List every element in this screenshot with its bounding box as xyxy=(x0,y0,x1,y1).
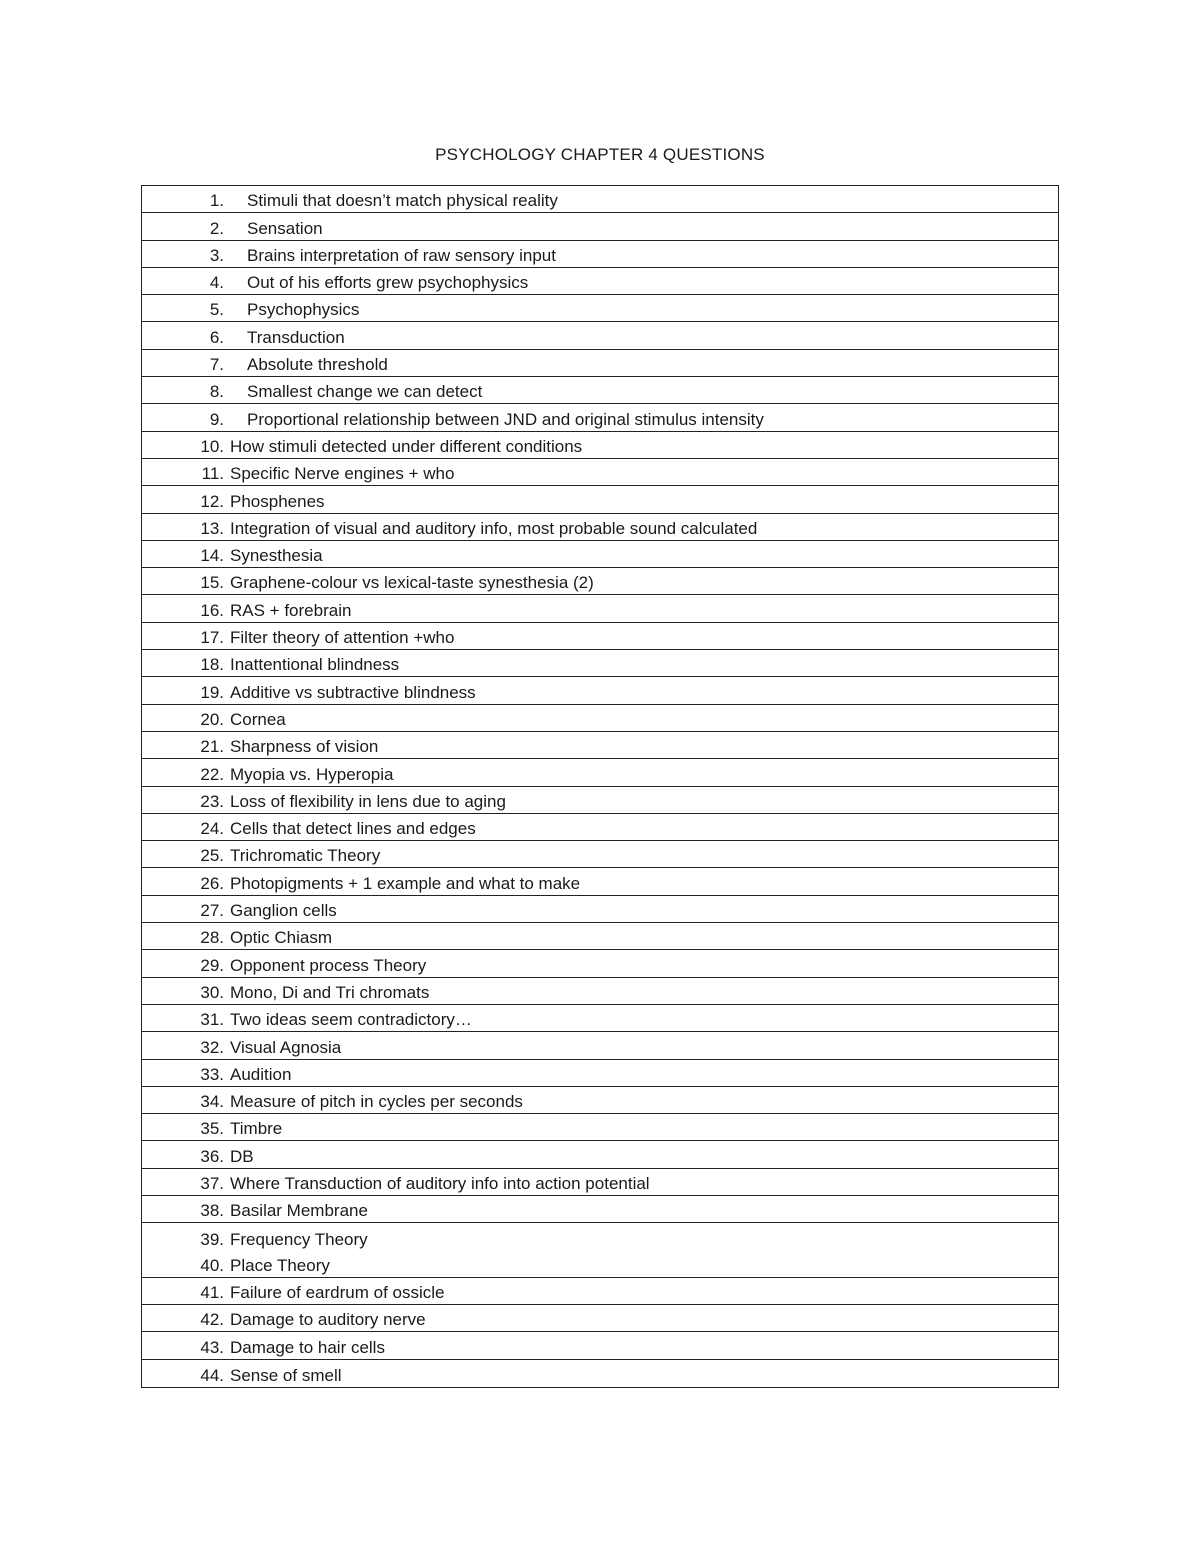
question-text: Synesthesia xyxy=(230,546,323,566)
question-number: 22. xyxy=(200,764,224,784)
question-row xyxy=(142,1005,1058,1032)
question-row xyxy=(142,541,1058,568)
question-text: Cells that detect lines and edges xyxy=(230,819,476,839)
question-text: Absolute threshold xyxy=(247,355,388,375)
question-number: 5. xyxy=(209,300,224,320)
question-row xyxy=(142,705,1058,732)
question-text: Trichromatic Theory xyxy=(230,846,381,866)
question-text: Transduction xyxy=(247,327,345,347)
question-row xyxy=(142,1278,1058,1305)
question-number: 31. xyxy=(200,1010,224,1030)
question-number: 26. xyxy=(200,873,224,893)
question-number: 20. xyxy=(200,709,224,729)
question-row xyxy=(142,1305,1058,1332)
question-text: Audition xyxy=(230,1064,292,1084)
question-text: Damage to auditory nerve xyxy=(230,1310,426,1330)
question-row xyxy=(142,923,1058,950)
question-number: 21. xyxy=(200,737,224,757)
question-number: 36. xyxy=(200,1146,224,1166)
question-text: Mono, Di and Tri chromats xyxy=(230,982,430,1002)
question-row xyxy=(142,1360,1058,1387)
question-number: 8. xyxy=(209,382,224,402)
question-row xyxy=(142,759,1058,786)
question-row xyxy=(142,841,1058,868)
question-row xyxy=(142,868,1058,895)
question-number: 42. xyxy=(200,1310,224,1330)
question-row xyxy=(142,623,1058,650)
question-text: Two ideas seem contradictory… xyxy=(230,1010,472,1030)
question-text: Psychophysics xyxy=(247,300,360,320)
question-text: Stimuli that doesn’t match physical reality xyxy=(247,191,558,211)
question-number: 3. xyxy=(209,245,224,265)
question-text: Filter theory of attention +who xyxy=(230,628,455,648)
question-number: 25. xyxy=(200,846,224,866)
question-text: Where Transduction of auditory info into action potential xyxy=(230,1173,650,1193)
question-text: Cornea xyxy=(230,709,286,729)
question-text: Failure of eardrum of ossicle xyxy=(230,1283,445,1303)
question-text: How stimuli detected under different conditions xyxy=(230,436,583,456)
question-number: 44. xyxy=(200,1366,224,1386)
question-row xyxy=(142,1114,1058,1141)
question-text: Additive vs subtractive blindness xyxy=(230,682,476,702)
question-row xyxy=(142,295,1058,322)
question-text: Photopigments + 1 example and what to make xyxy=(230,873,581,893)
question-number: 30. xyxy=(200,982,224,1002)
question-text: Brains interpretation of raw sensory input xyxy=(247,245,556,265)
question-row xyxy=(142,568,1058,595)
question-row xyxy=(142,213,1058,240)
question-row xyxy=(142,486,1058,513)
question-number: 23. xyxy=(200,791,224,811)
question-number: 27. xyxy=(200,901,224,921)
question-row xyxy=(142,814,1058,841)
question-text: DB xyxy=(230,1146,254,1166)
question-row xyxy=(142,268,1058,295)
question-number: 17. xyxy=(200,628,224,648)
question-number: 29. xyxy=(200,955,224,975)
question-row xyxy=(142,787,1058,814)
question-number: 16. xyxy=(200,600,224,620)
question-text: Out of his efforts grew psychophysics xyxy=(247,273,529,293)
question-text: Basilar Membrane xyxy=(230,1201,368,1221)
question-number: 35. xyxy=(200,1119,224,1139)
question-number: 6. xyxy=(209,327,224,347)
question-number: 13. xyxy=(200,518,224,538)
question-number: 7. xyxy=(209,355,224,375)
question-row xyxy=(142,1223,1058,1250)
question-text: Specific Nerve engines + who xyxy=(230,464,455,484)
question-row xyxy=(142,1060,1058,1087)
question-text: Timbre xyxy=(230,1119,283,1139)
question-row xyxy=(142,459,1058,486)
question-row xyxy=(142,896,1058,923)
question-text: Graphene-colour vs lexical-taste synesthesia (2) xyxy=(230,573,594,593)
question-text: Inattentional blindness xyxy=(230,655,400,675)
question-number: 40. xyxy=(200,1255,224,1275)
question-text: Visual Agnosia xyxy=(230,1037,342,1057)
question-row xyxy=(142,186,1058,213)
question-number: 43. xyxy=(200,1337,224,1357)
question-text: Ganglion cells xyxy=(230,901,337,921)
question-row xyxy=(142,241,1058,268)
question-number: 28. xyxy=(200,928,224,948)
question-number: 12. xyxy=(200,491,224,511)
question-number: 9. xyxy=(209,409,224,429)
question-number: 37. xyxy=(200,1173,224,1193)
question-row xyxy=(142,978,1058,1005)
question-row xyxy=(142,1032,1058,1059)
question-row xyxy=(142,595,1058,622)
question-row xyxy=(142,377,1058,404)
questions-table xyxy=(141,185,1059,1388)
question-text: Place Theory xyxy=(230,1255,330,1275)
question-text: Frequency Theory xyxy=(230,1229,368,1249)
question-number: 14. xyxy=(200,546,224,566)
question-row xyxy=(142,432,1058,459)
question-number: 24. xyxy=(200,819,224,839)
page-title: PSYCHOLOGY CHAPTER 4 QUESTIONS xyxy=(435,145,765,164)
question-text: RAS + forebrain xyxy=(230,600,352,620)
question-text: Sense of smell xyxy=(230,1366,342,1386)
question-row xyxy=(142,950,1058,977)
question-row xyxy=(142,1169,1058,1196)
question-text: Proportional relationship between JND and original stimulus intensity xyxy=(247,409,764,429)
question-number: 2. xyxy=(209,218,224,238)
question-number: 10. xyxy=(200,436,224,456)
question-row xyxy=(142,1332,1058,1359)
question-row xyxy=(142,1141,1058,1168)
question-row xyxy=(142,350,1058,377)
question-row xyxy=(142,322,1058,349)
question-row xyxy=(142,1251,1058,1278)
question-text: Smallest change we can detect xyxy=(247,382,483,402)
question-number: 19. xyxy=(200,682,224,702)
question-text: Myopia vs. Hyperopia xyxy=(230,764,394,784)
question-text: Optic Chiasm xyxy=(230,928,333,948)
question-text: Opponent process Theory xyxy=(230,955,427,975)
question-number: 39. xyxy=(200,1229,224,1249)
question-text: Phosphenes xyxy=(230,491,325,511)
question-number: 32. xyxy=(200,1037,224,1057)
question-row xyxy=(142,1196,1058,1223)
question-row xyxy=(142,514,1058,541)
question-text: Damage to hair cells xyxy=(230,1337,385,1357)
question-number: 41. xyxy=(200,1283,224,1303)
question-number: 1. xyxy=(209,191,224,211)
question-row xyxy=(142,404,1058,431)
question-number: 4. xyxy=(209,273,224,293)
question-row xyxy=(142,1087,1058,1114)
question-number: 15. xyxy=(200,573,224,593)
question-text: Integration of visual and auditory info, most probable sound calculated xyxy=(230,518,758,538)
question-text: Sharpness of vision xyxy=(230,737,379,757)
question-text: Sensation xyxy=(247,218,323,238)
question-number: 18. xyxy=(200,655,224,675)
question-row xyxy=(142,650,1058,677)
question-text: Loss of flexibility in lens due to aging xyxy=(230,791,506,811)
question-row xyxy=(142,677,1058,704)
question-number: 11. xyxy=(201,464,224,484)
question-row xyxy=(142,732,1058,759)
question-number: 38. xyxy=(200,1201,224,1221)
question-text: Measure of pitch in cycles per seconds xyxy=(230,1092,523,1112)
question-number: 33. xyxy=(200,1064,224,1084)
question-number: 34. xyxy=(200,1092,224,1112)
